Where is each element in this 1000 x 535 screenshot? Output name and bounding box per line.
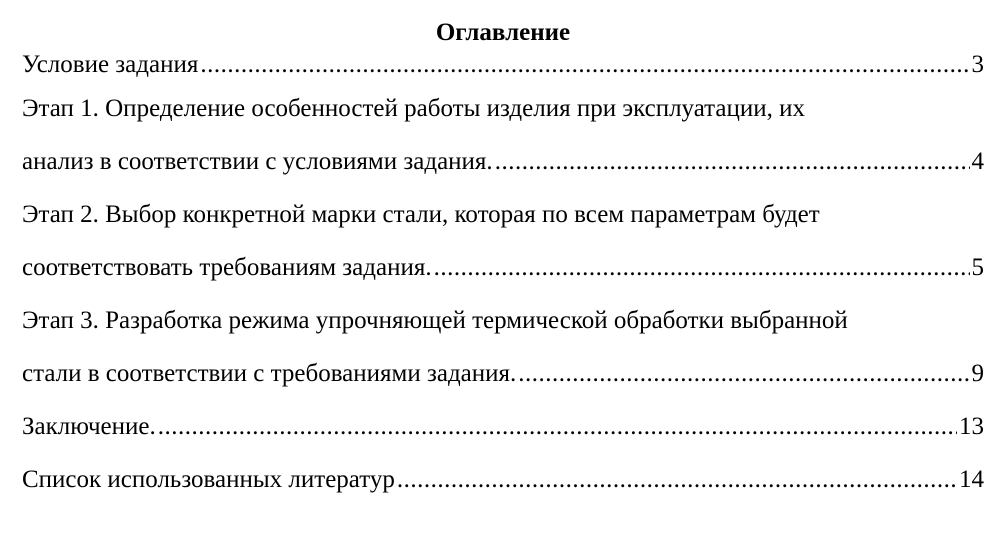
toc-entry-text: стали в соответствии с требованиями задания.	[22, 360, 517, 387]
toc-page-number: 9	[971, 360, 984, 387]
toc-entry-stage2-line1[interactable]: Этап 2. Выбор конкретной марки стали, которая по всем параметрам будет	[22, 201, 820, 228]
toc-entry-conclusion[interactable]	[22, 400, 984, 453]
toc-page-number: 3	[971, 51, 984, 78]
toc-entry-stage3[interactable]	[22, 347, 984, 400]
toc-entry-text: Условие задания	[22, 51, 199, 78]
toc-page-number: 14	[959, 466, 984, 493]
toc-entry-text: Заключение.	[22, 413, 156, 440]
toc-entry-stage1-line1[interactable]: Этап 1. Определение особенностей работы изделия при эксплуатации, их	[22, 95, 806, 122]
dot-leader	[495, 135, 970, 188]
toc-title: Оглавление	[435, 19, 571, 46]
dot-leader	[397, 453, 957, 506]
dot-leader	[434, 241, 970, 294]
toc-entry-stage2[interactable]	[22, 241, 984, 294]
toc-page-number: 4	[971, 148, 984, 175]
table-of-contents	[22, 0, 984, 506]
toc-entry-stage3-line1[interactable]: Этап 3. Разработка режима упрочняющей термической обработки выбранной	[22, 307, 848, 334]
toc-page-number: 13	[959, 413, 984, 440]
toc-entry-text: Список использованных литератур	[22, 466, 395, 493]
toc-entry-text: соответствовать требованиям задания.	[22, 254, 432, 281]
toc-entry-text: анализ в соответствии с условиями задания.	[22, 148, 493, 175]
toc-entry-stage1[interactable]	[22, 135, 984, 188]
dot-leader	[158, 400, 957, 453]
toc-page-number: 5	[971, 254, 984, 281]
dot-leader	[200, 48, 969, 82]
toc-entry-conditions[interactable]	[22, 48, 984, 82]
toc-entry-references[interactable]	[22, 453, 984, 506]
dot-leader	[518, 347, 969, 400]
